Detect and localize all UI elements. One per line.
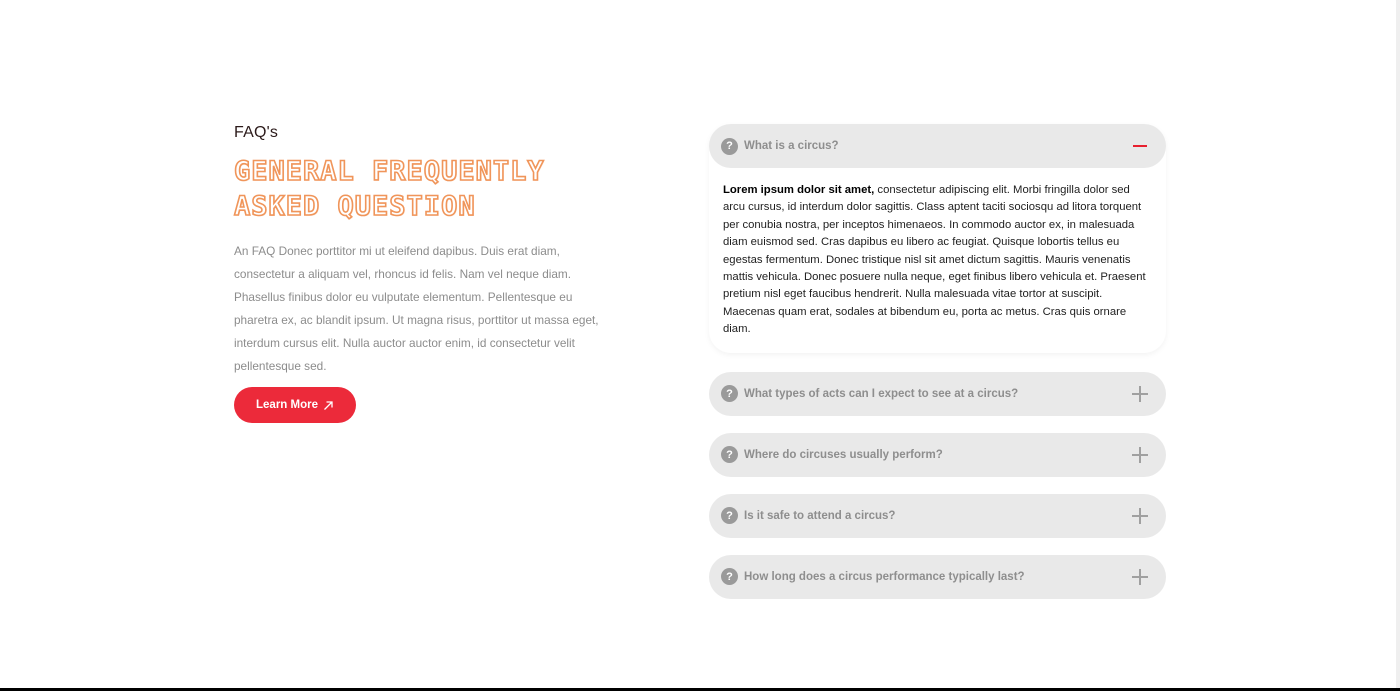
section-eyebrow: FAQ's <box>234 124 279 141</box>
plus-icon[interactable] <box>1132 447 1148 463</box>
question-circle-icon: ? <box>721 507 738 524</box>
faq-item <box>709 433 1166 477</box>
page-edge <box>1396 0 1400 691</box>
section-headline: GENERAL FREQUENTLY ASKED QUESTION <box>234 156 545 222</box>
faq-answer-body: consectetur adipiscing elit. Morbi fringilla dolor sed arcu cursus, id interdum dolor sagittis. Class aptent taciti sociosqu ad litora torquent per conubia nostra, per inceptos himenaeos. In commodo auctor ex, in malesuada diam euismod sed. Cras dapibus eu libero ac feugiat. Quisque lobortis tellus eu egestas fermentum. Donec tristique nisl sit amet dictum sagittis. Mauris venenatis mattis vehicula. Donec posuere nulla neque, eget finibus libero vehicula et. Praesent pretium nisl eget faucibus hendrerit. Nulla malesuada vitae tortor at suscipit. Maecenas quam erat, sodales at bibendum eu, porta ac metus. Cras quis ornare diam. <box>723 184 1146 336</box>
minus-icon[interactable] <box>1132 138 1148 154</box>
learn-more-label: Learn More <box>256 399 318 411</box>
faq-item-header[interactable] <box>709 124 1166 168</box>
section-intro: An FAQ Donec porttitor mi ut eleifend dapibus. Duis erat diam, consectetur a aliquam vel, rhoncus id felis. Nam vel neque diam. Phasellus finibus dolor eu vulputate elementum. Pellentesque eu pharetra ex, ac blandit ipsum. Ut magna risus, porttitor ut massa eget, interdum cursus elit. Nulla auctor auctor enim, id consectetur velit pellentesque sed. <box>234 244 599 373</box>
question-circle-icon: ? <box>721 385 738 402</box>
plus-icon[interactable] <box>1132 386 1148 402</box>
faq-question: Where do circuses usually perform? <box>744 448 943 461</box>
faq-accordion <box>709 124 1166 616</box>
question-circle-icon: ? <box>721 138 738 155</box>
plus-icon[interactable] <box>1132 569 1148 585</box>
faq-question: What is a circus? <box>744 140 839 152</box>
faq-item <box>709 372 1166 416</box>
question-circle-icon: ? <box>721 568 738 585</box>
faq-question: How long does a circus performance typically last? <box>744 570 1025 583</box>
arrow-up-right-icon <box>323 400 334 411</box>
faq-answer <box>709 168 1166 353</box>
faq-question: Is it safe to attend a circus? <box>744 509 896 522</box>
learn-more-button[interactable] <box>234 387 356 423</box>
faq-item-header[interactable] <box>709 494 1166 538</box>
question-circle-icon: ? <box>721 446 738 463</box>
faq-item-header[interactable] <box>709 372 1166 416</box>
faq-question: What types of acts can I expect to see at a circus? <box>744 387 1019 400</box>
faq-item <box>709 555 1166 599</box>
faq-item <box>709 124 1166 353</box>
plus-icon[interactable] <box>1132 508 1148 524</box>
faq-item-header[interactable] <box>709 555 1166 599</box>
faq-intro <box>234 124 614 411</box>
faq-item <box>709 494 1166 538</box>
faq-answer-lead: Lorem ipsum dolor sit amet, <box>723 184 875 196</box>
faq-item-header[interactable] <box>709 433 1166 477</box>
